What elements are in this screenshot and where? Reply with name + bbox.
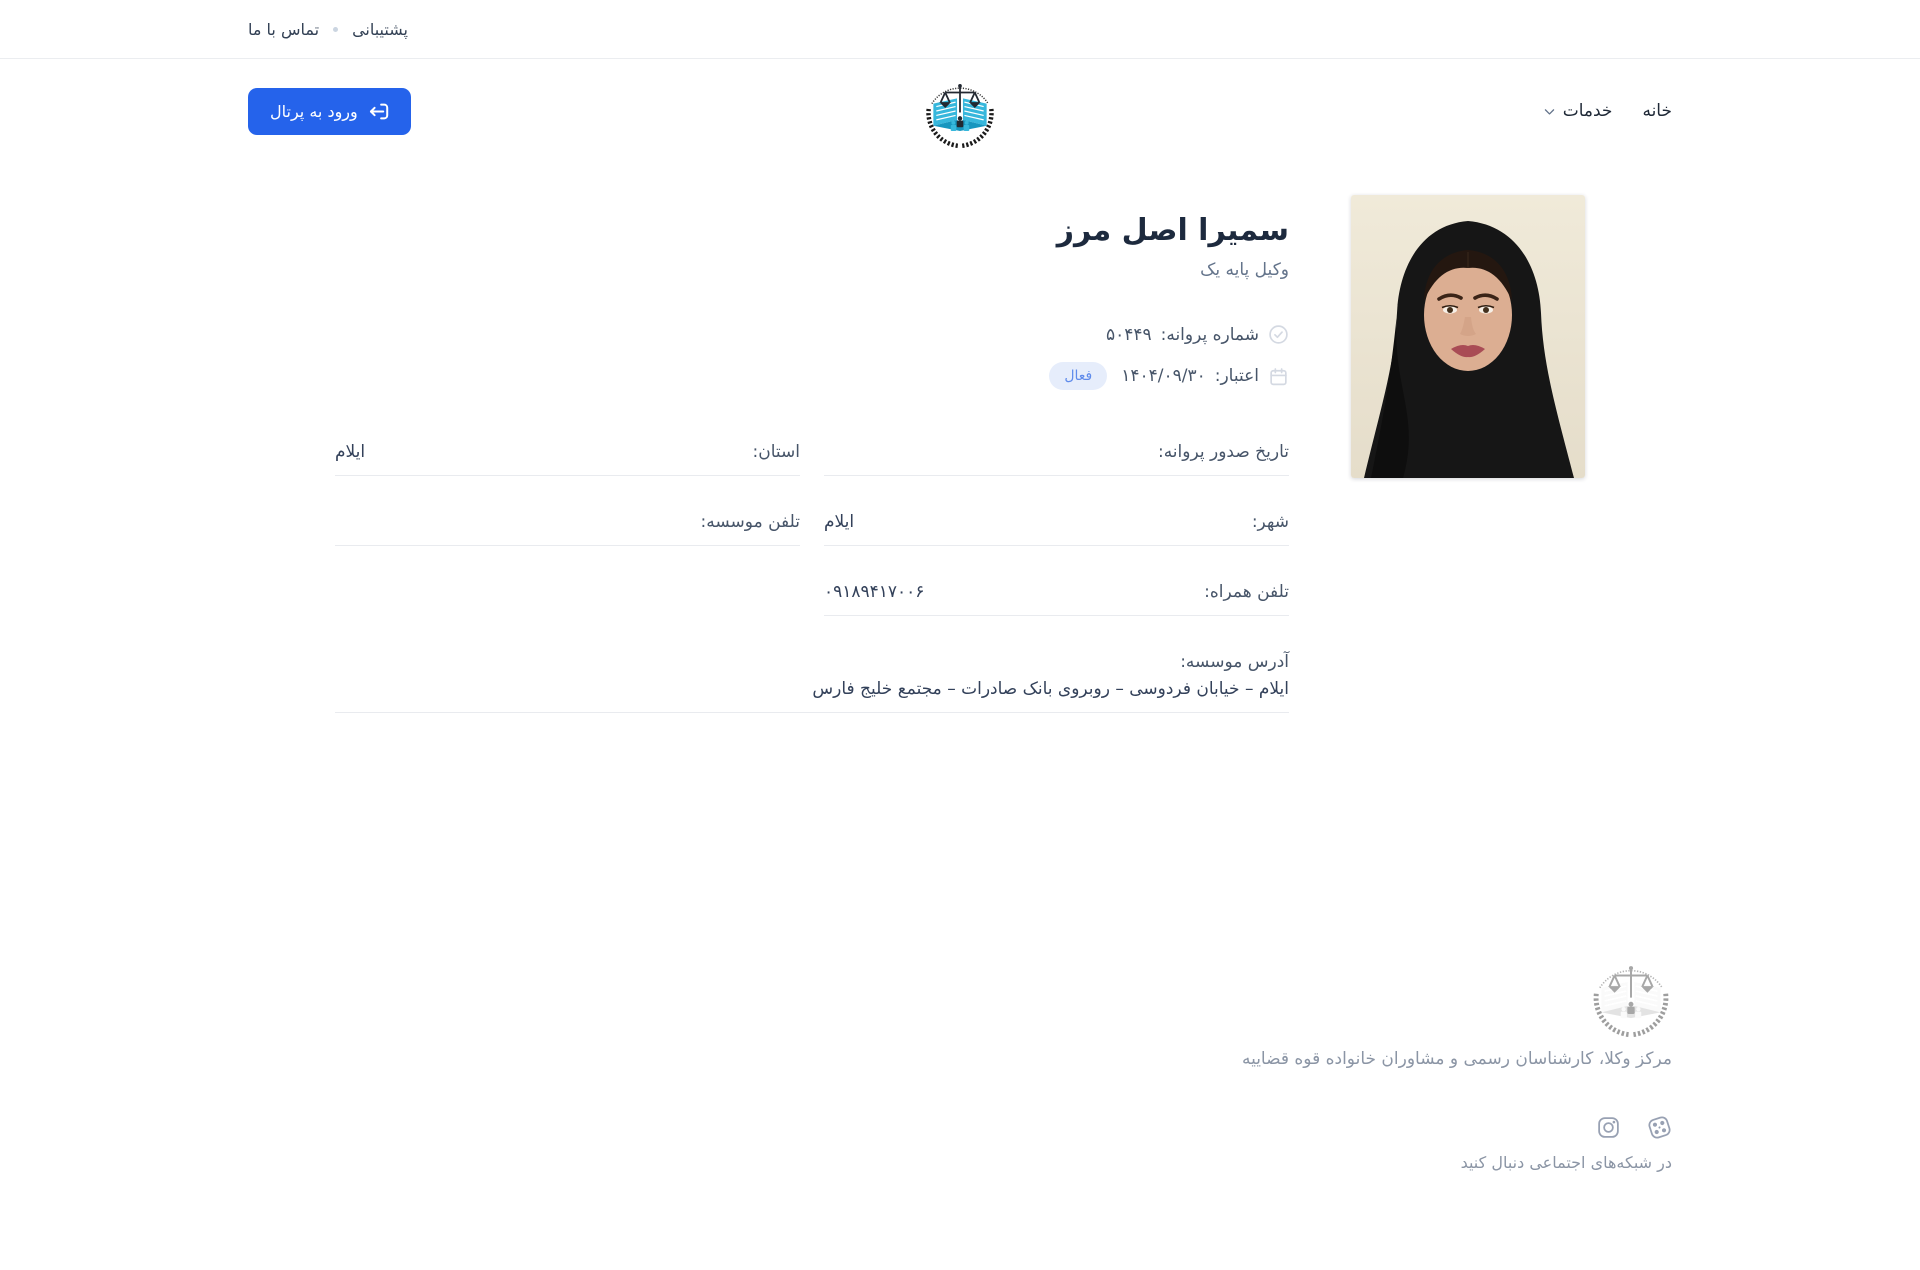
field-office-phone (335, 512, 800, 546)
field-office-phone-label: تلفن موسسه: (700, 512, 800, 532)
field-spacer (335, 582, 800, 616)
license-label: شماره پروانه: (1160, 324, 1259, 345)
field-province (335, 442, 800, 476)
justice-scales-logo-icon (923, 74, 997, 148)
validity-date: ۱۴۰۴/۰۹/۳۰ (1121, 366, 1206, 386)
profile-main (0, 195, 1920, 749)
dot-separator-icon (333, 27, 338, 32)
aparat-link[interactable] (1647, 1115, 1672, 1140)
field-issue-date-label: تاریخ صدور پروانه: (1157, 442, 1289, 462)
field-province-value: ایلام (335, 442, 366, 462)
status-badge: فعال (1049, 362, 1107, 390)
portrait-image (1351, 195, 1585, 478)
field-address-label: آدرس موسسه: (1180, 652, 1289, 672)
nav-item-services[interactable] (1543, 101, 1613, 121)
utility-topbar (0, 0, 1920, 59)
justice-scales-logo-gray-icon (1590, 955, 1672, 1037)
field-address (335, 652, 1289, 713)
instagram-link[interactable] (1596, 1115, 1621, 1140)
chevron-down-icon (1543, 105, 1556, 118)
field-mobile-label: تلفن همراه: (1204, 582, 1289, 602)
field-issue-date (824, 442, 1289, 476)
validity-label: اعتبار: (1214, 366, 1259, 386)
validity-row (335, 362, 1289, 390)
field-address-value: ایلام – خیابان فردوسی – روبروی بانک صادرات – مجتمع خلیج فارس (812, 679, 1289, 699)
instagram-icon (1596, 1115, 1621, 1140)
aparat-icon (1647, 1115, 1672, 1140)
field-city-label: شهر: (1251, 512, 1289, 532)
profile-fields (335, 442, 1289, 749)
nav-item-home[interactable] (1642, 101, 1672, 121)
portal-login-button[interactable] (248, 88, 411, 135)
login-icon (368, 101, 389, 122)
site-logo[interactable] (923, 74, 997, 148)
footer-social-text: در شبکه‌های اجتماعی دنبال کنید (1460, 1153, 1672, 1172)
field-mobile-value: ۰۹۱۸۹۴۱۷۰۰۶ (824, 582, 925, 602)
profile-info (335, 195, 1289, 749)
footer-logo (1590, 955, 1672, 1041)
field-city (824, 512, 1289, 546)
field-mobile (824, 582, 1289, 616)
portal-login-label: ورود به پرتال (270, 101, 358, 121)
support-link[interactable]: پشتیبانی (352, 19, 408, 39)
main-nav (1543, 101, 1672, 121)
field-province-label: استان: (752, 442, 800, 462)
person-title: وکیل پایه یک (1200, 260, 1289, 280)
site-footer (0, 955, 1920, 1270)
person-name: سمیرا اصل مرز (1056, 213, 1289, 248)
field-city-value: ایلام (824, 512, 855, 532)
nav-services-label: خدمات (1562, 101, 1613, 121)
calendar-icon (1268, 366, 1289, 387)
social-links (1596, 1115, 1672, 1140)
check-circle-icon (1268, 324, 1289, 345)
footer-org-name: مرکز وکلا، کارشناسان رسمی و مشاوران خانواده قوه قضاییه (1241, 1049, 1672, 1069)
license-number-row (335, 324, 1289, 345)
site-header (0, 59, 1920, 163)
nav-home-label: خانه (1642, 101, 1672, 121)
profile-photo (1351, 195, 1585, 478)
contact-link[interactable]: تماس با ما (248, 19, 320, 39)
license-number: ۵۰۴۴۹ (1105, 324, 1152, 345)
